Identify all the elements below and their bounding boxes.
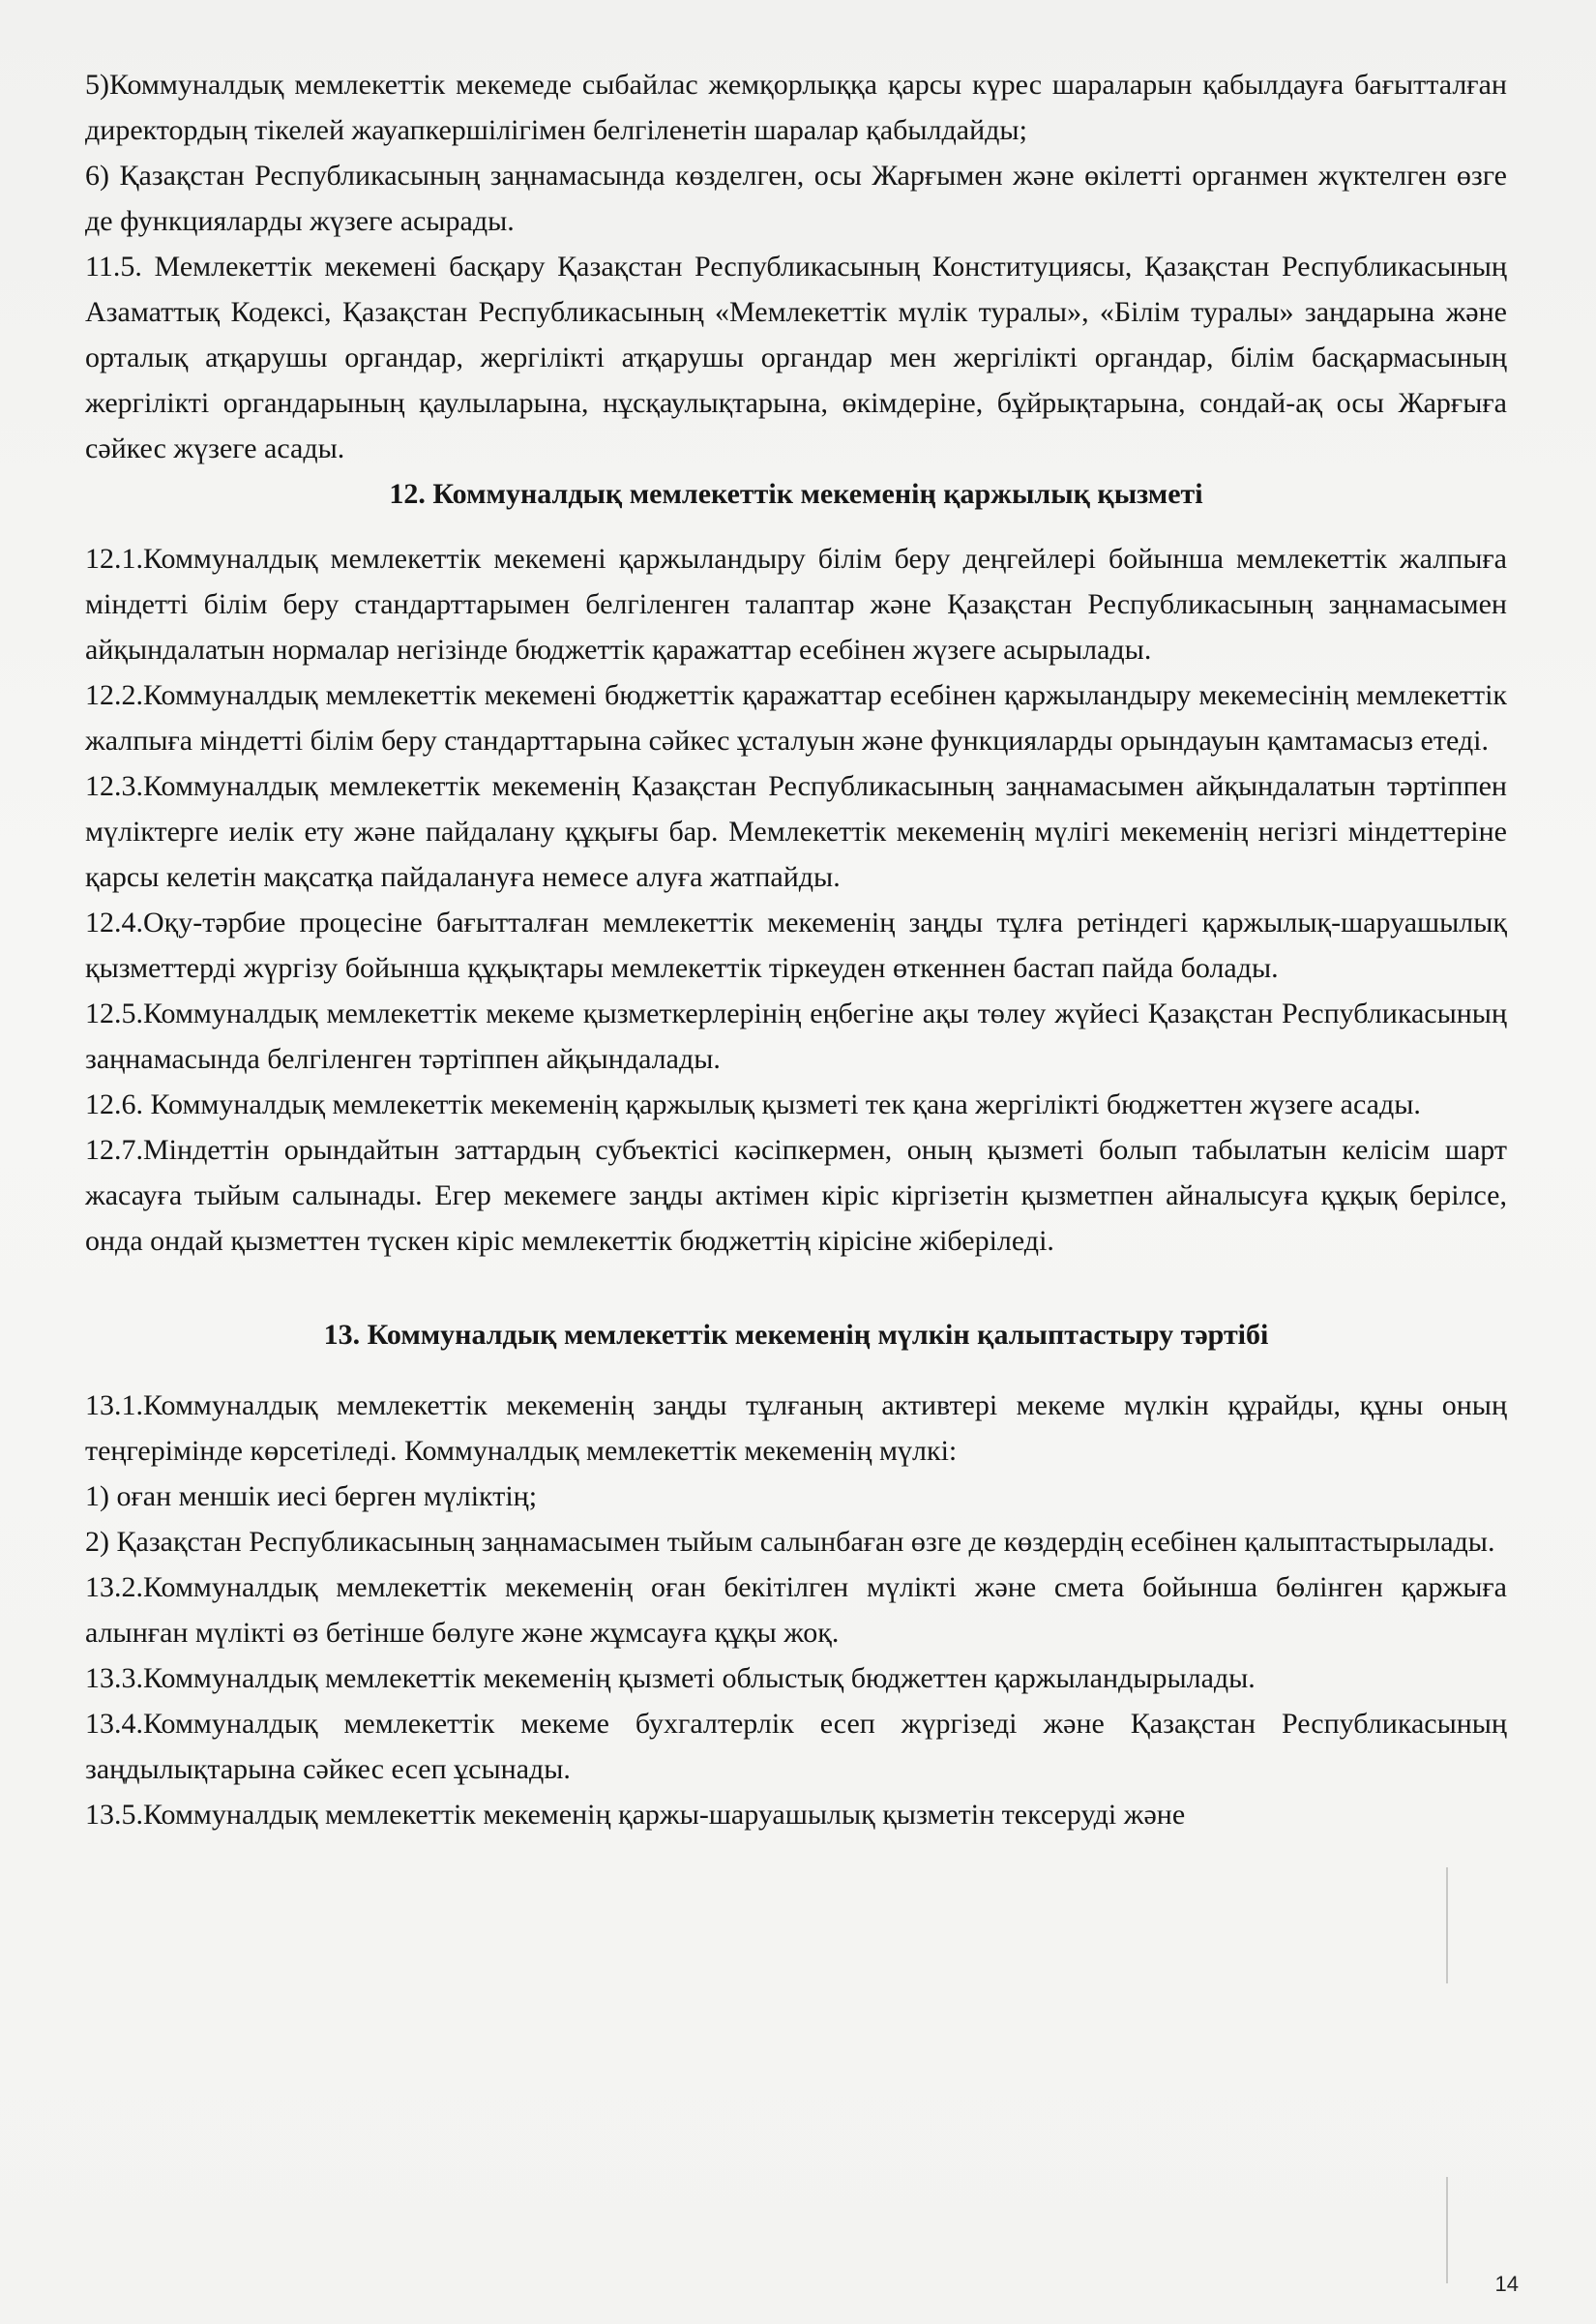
- paragraph-12-2: 12.2.Коммуналдық мемлекеттік мекемені бюджеттік қаражаттар есебінен қаржыландыру мекемесінің мемлекеттік жалпыға міндетті білім беру стандарттарына сәйкес ұсталуын және функцияларды орындауын қамтамасыз етеді.: [85, 679, 1507, 757]
- page-number: 14: [1494, 2272, 1519, 2296]
- paragraph-11-5: 11.5. Мемлекеттік мекемені басқару Қазақстан Республикасының Конституциясы, Қазақстан Республикасының Азаматтық Кодексі, Қазақстан Республикасының «Мемлекеттік мүлік туралы», «Білім туралы» заңдарына және орталық атқарушы органдар, жергілікті атқарушы органдар мен жергілікті органдар, білім басқармасының жергілікті органдарының қаулыларына, нұсқаулықтарына, өкімдеріне, бұйрықтарына, сондай-ақ осы Жарғыға сәйкес жүзеге асады.: [85, 251, 1507, 464]
- paragraph-item-6: 6) Қазақстан Республикасының заңнамасында көзделген, осы Жарғымен және өкілетті органмен жүктелген өзге де функцияларды жүзеге асырады.: [85, 160, 1507, 237]
- spacer: [85, 1264, 1507, 1312]
- paragraph-12-4: 12.4.Оқу-тәрбие процесіне бағытталған мемлекеттік мекеменің заңды тұлға ретіндегі қаржылық-шаруашылық қызметтерді жүргізу бойынша құқықтары мемлекеттік тіркеуден өткеннен бастап пайда болады.: [85, 907, 1507, 984]
- paragraph-12-5: 12.5.Коммуналдық мемлекеттік мекеме қызметкерлерінің еңбегіне ақы төлеу жүйесі Қазақстан Республикасының заңнамасында белгіленген тәртіппен айқындалады.: [85, 998, 1507, 1075]
- paragraph-13-1: 13.1.Коммуналдық мемлекеттік мекеменің заңды тұлғаның активтері мекеме мүлкін құрайды, құны оның теңгерімінде көрсетіледі. Коммуналдық мемлекеттік мекеменің мүлкі:: [85, 1389, 1507, 1467]
- spacer: [85, 517, 1507, 536]
- margin-line: [1446, 1867, 1448, 1983]
- paragraph-12-3: 12.3.Коммуналдық мемлекеттік мекеменің Қазақстан Республикасының заңнамасымен айқындалатын тәртіппен мүліктерге иелік ету және пайдалану құқығы бар. Мемлекеттік мекеменің мүлігі мекеменің негізгі міндеттеріне қарсы келетін мақсатқа пайдалануға немесе алуға жатпайды.: [85, 770, 1507, 893]
- section-12-heading: 12. Коммуналдық мемлекеттік мекеменің қаржылық қызметі: [389, 478, 1203, 510]
- paragraph-13-1-item-2: 2) Қазақстан Республикасының заңнамасымен тыйым салынбаған өзге де көздердің есебінен қалыптастырылады.: [85, 1526, 1495, 1558]
- paragraph-13-4: 13.4.Коммуналдық мемлекеттік мекеме бухгалтерлік есеп жүргізеді және Қазақстан Республикасының заңдылықтарына сәйкес есеп ұсынады.: [85, 1708, 1507, 1785]
- section-13-heading: 13. Коммуналдық мемлекеттік мекеменің мүлкін қалыптастыру тәртібі: [323, 1319, 1269, 1351]
- paragraph-13-2: 13.2.Коммуналдық мемлекеттік мекеменің оған бекітілген мүлікті және смета бойынша бөлінген қаржыға алынған мүлікті өз бетінше бөлуге және жұмсауға құқы жоқ.: [85, 1571, 1507, 1649]
- paragraph-item-5: 5)Коммуналдық мемлекеттік мекемеде сыбайлас жемқорлыққа қарсы күрес шараларын қабылдауға бағытталған директордың тікелей жауапкершілігімен белгіленетін шаралар қабылдайды;: [85, 69, 1507, 146]
- margin-line: [1446, 2177, 1448, 2283]
- paragraph-13-3: 13.3.Коммуналдық мемлекеттік мекеменің қызметі облыстық бюджеттен қаржыландырылады.: [85, 1662, 1256, 1694]
- paragraph-13-5: 13.5.Коммуналдық мемлекеттік мекеменің қаржы-шаруашылық қызметін тексеруді және: [85, 1799, 1186, 1831]
- paragraph-13-1-item-1: 1) оған меншік иесі берген мүліктің;: [85, 1480, 538, 1512]
- document-body: [85, 62, 1507, 1837]
- spacer: [85, 1357, 1507, 1383]
- paragraph-12-6: 12.6. Коммуналдық мемлекеттік мекеменің қаржылық қызметі тек қана жергілікті бюджеттен жүзеге асады.: [85, 1088, 1421, 1120]
- paragraph-12-1: 12.1.Коммуналдық мемлекеттік мекемені қаржыландыру білім беру деңгейлері бойынша мемлекеттік жалпыға міндетті білім беру стандарттарымен белгіленген талаптар және Қазақстан Республикасының заңнамасымен айқындалатын нормалар негізінде бюджеттік қаражаттар есебінен жүзеге асырылады.: [85, 543, 1507, 666]
- paragraph-12-7: 12.7.Міндеттін орындайтын заттардың субъектісі кәсіпкермен, оның қызметі болып табылатын келісім шарт жасауға тыйым салынады. Егер мекемеге заңды актімен кіріс кіргізетін қызметпен айналысуға құқық берілсе, онда ондай қызметтен түскен кіріс мемлекеттік бюджеттің кірісіне жіберіледі.: [85, 1134, 1507, 1257]
